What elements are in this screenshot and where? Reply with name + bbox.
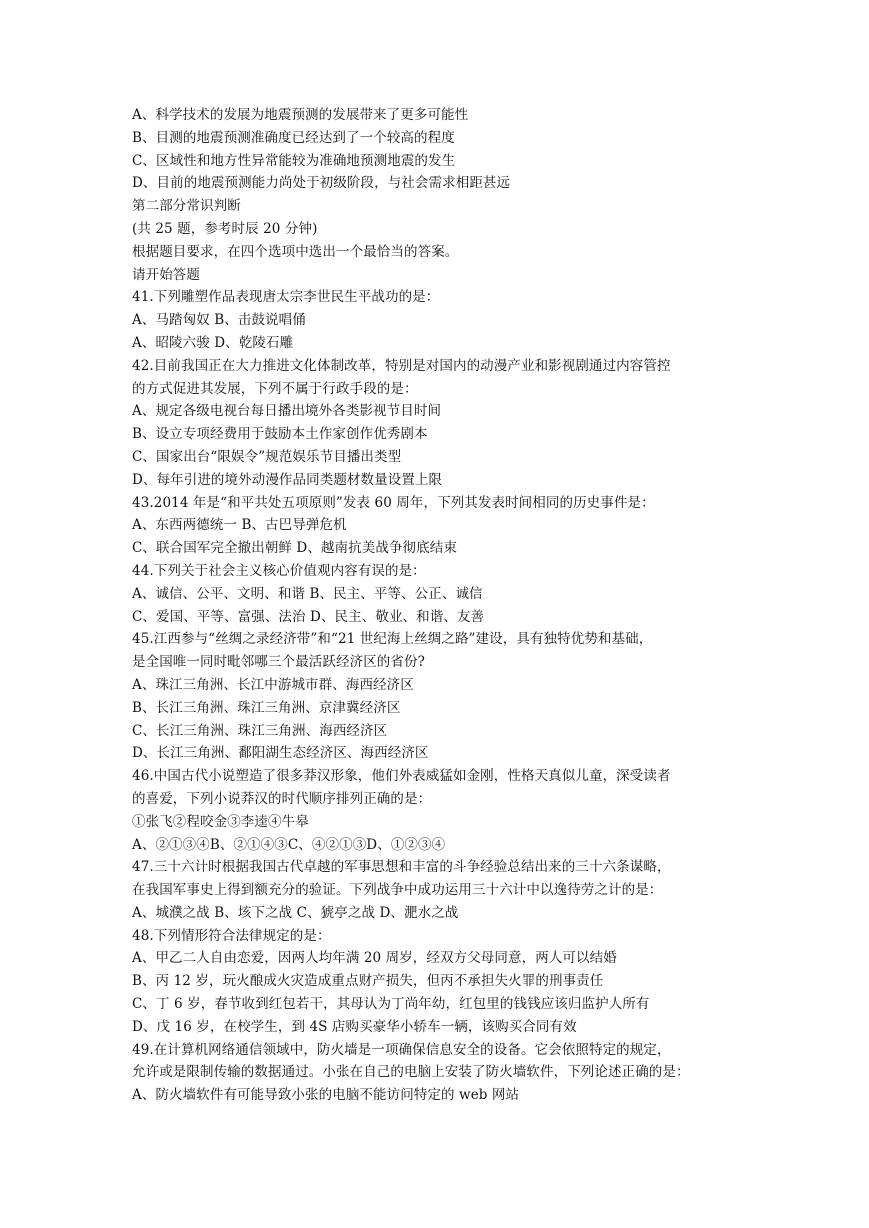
question-47-options: A、城濮之战 B、垓下之战 C、猇亭之战 D、淝水之战 — [132, 904, 459, 921]
question-49-option-a: A、防火墙软件有可能导致小张的电脑不能访问特定的 web 网站 — [132, 1087, 520, 1104]
question-43: 43.2014 年是“和平共处五项原则”发表 60 周年，下列其发表时间相同的历史事件是： — [132, 494, 655, 511]
question-49-line-1: 49.在计算机网络通信领域中，防火墙是一项确保信息安全的设备。它会依照特定的规定， — [132, 1041, 671, 1058]
question-48-option-c: C、丁 6 岁，春节收到红包若干，其母认为丁尚年幼，红包里的钱钱应该归监护人所有 — [132, 996, 650, 1013]
question-42-option-d: D、每年引进的境外动漫作品同类题材数量设置上限 — [132, 471, 443, 488]
question-43-options-2: C、联合国军完全撤出朝鲜 D、越南抗美战争彻底结束 — [132, 540, 457, 557]
question-48: 48.下列情形符合法律规定的是： — [132, 927, 331, 944]
question-46-options: A、②①③④B、②①④③C、④②①③D、①②③④ — [132, 836, 446, 853]
question-46-items: ①张飞②程咬金③李逵④牛皋 — [132, 813, 309, 830]
section-heading: 第二部分常识判断 — [132, 198, 241, 215]
question-41-options-1: A、马踏匈奴 B、击鼓说唱俑 — [132, 312, 306, 329]
question-45-option-b: B、长江三角洲、珠江三角洲、京津冀经济区 — [132, 699, 401, 716]
question-46-line-1: 46.中国古代小说塑造了很多莽汉形象，他们外表威猛如金刚，性格天真似儿童，深受读者 — [132, 768, 671, 785]
question-46-line-2: 的喜爱，下列小说莽汉的时代顺序排列正确的是： — [132, 790, 432, 807]
question-42-option-b: B、设立专项经费用于鼓励本土作家创作优秀剧本 — [132, 426, 428, 443]
section-start: 请开始答题 — [132, 266, 200, 283]
question-45-option-d: D、长江三角洲、鄱阳湖生态经济区、海西经济区 — [132, 745, 429, 762]
question-41-options-2: A、昭陵六骏 D、乾陵石雕 — [132, 334, 294, 351]
question-45-option-a: A、珠江三角洲、长江中游城市群、海西经济区 — [132, 676, 414, 693]
text-line-option-a: A、科学技术的发展为地震预测的发展带来了更多可能性 — [132, 107, 469, 123]
question-45-line-1: 45.江西参与“丝绸之录经济带”和“21 世纪海上丝绸之路”建设，具有独特优势和基础， — [132, 631, 653, 648]
text-line-option-b: B、目测的地震预测准确度已经达到了一个较高的程度 — [132, 129, 455, 146]
section-info: (共 25 题，参考时辰 20 分钟) — [132, 220, 318, 237]
question-42-option-a: A、规定各级电视台每日播出境外各类影视节目时间 — [132, 403, 442, 420]
question-47-line-2: 在我国军事史上得到额充分的验证。下列战争中成功运用三十六计中以逸待劳之计的是： — [132, 882, 663, 899]
question-44-options-1: A、诚信、公平、文明、和谐 B、民主、平等、公正、诚信 — [132, 585, 483, 602]
question-48-option-b: B、丙 12 岁，玩火酿成火灾造成重点财产损失，但丙不承担失火罪的刑事责任 — [132, 973, 604, 990]
question-48-option-d: D、戊 16 岁，在校学生，到 4S 店购买豪华小轿车一辆，该购买合同有效 — [132, 1018, 577, 1035]
text-line-option-c: C、区域性和地方性异常能较为准确地预测地震的发生 — [132, 152, 456, 169]
question-47-line-1: 47.三十六计时根据我国古代卓越的军事思想和丰富的斗争经验总结出来的三十六条谋略， — [132, 859, 671, 876]
question-45-option-c: C、长江三角洲、珠江三角洲、海西经济区 — [132, 722, 388, 739]
section-instruction: 根据题目要求，在四个选项中选出一个最恰当的答案。 — [132, 243, 459, 260]
question-42-line-1: 42.目前我国正在大力推进文化体制改革，特别是对国内的动漫产业和影视剧通过内容管控 — [132, 357, 671, 374]
question-42-line-2: 的方式促进其发展，下列不属于行政手段的是： — [132, 380, 418, 397]
question-41: 41.下列雕塑作品表现唐太宗李世民生平战功的是： — [132, 289, 440, 306]
question-43-options-1: A、东西两德统一 B、古巴导弹危机 — [132, 517, 347, 534]
question-44: 44.下列关于社会主义核心价值观内容有误的是： — [132, 562, 426, 579]
question-48-option-a: A、甲乙二人自由恋爱，因两人均年满 20 周岁，经双方父母同意，两人可以结婚 — [132, 950, 617, 967]
question-42-option-c: C、国家出台“限娱令”规范娱乐节目播出类型 — [132, 448, 402, 465]
question-44-options-2: C、爱国、平等、富强、法治 D、民主、敬业、和谐、友善 — [132, 608, 485, 625]
document-page — [132, 104, 752, 1107]
question-49-line-2: 允许或是限制传输的数据通过。小张在自己的电脑上安装了防火墙软件，下列论述正确的是： — [132, 1064, 690, 1081]
question-45-line-2: 是全国唯一同时毗邻哪三个最活跃经济区的省份? — [132, 654, 425, 671]
text-line-option-d: D、目前的地震预测能力尚处于初级阶段，与社会需求相距甚远 — [132, 175, 511, 192]
